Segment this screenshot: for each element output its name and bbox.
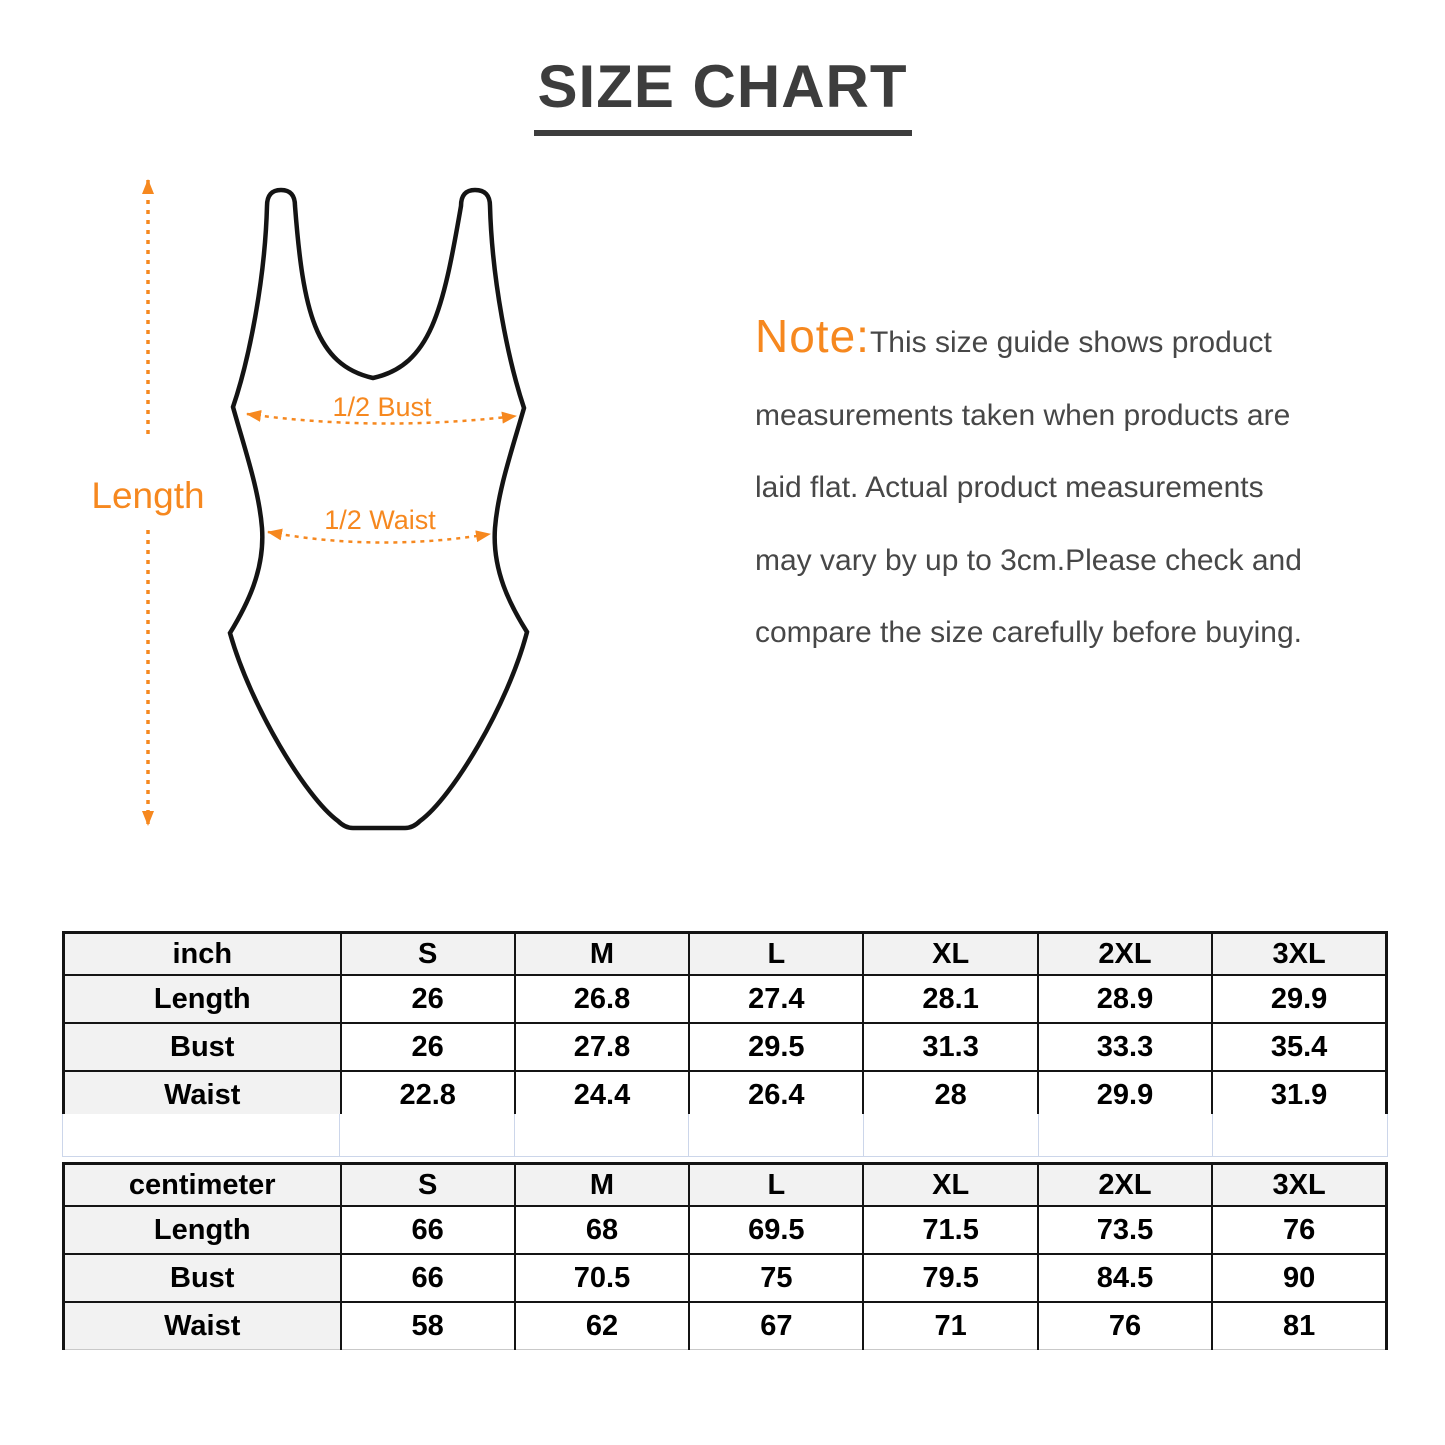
value-cell: 35.4 [1212, 1023, 1386, 1071]
half-waist-label: 1/2 Waist [324, 505, 436, 535]
empty-cell [63, 1114, 340, 1157]
length-label: Length [91, 475, 205, 516]
table-row [64, 1071, 1387, 1120]
row-label-cell: Bust [64, 1023, 341, 1071]
table-row [64, 1302, 1387, 1350]
half-bust-label: 1/2 Bust [332, 392, 432, 422]
value-cell: 28 [863, 1071, 1037, 1120]
size-header-cell: L [689, 1164, 863, 1207]
size-header-cell: 3XL [1212, 1164, 1386, 1207]
empty-cell [1213, 1114, 1388, 1157]
table-row [64, 1023, 1387, 1071]
value-cell: 31.3 [863, 1023, 1037, 1071]
value-cell: 84.5 [1038, 1254, 1212, 1302]
table-row [64, 975, 1387, 1023]
page-title: SIZE CHART [534, 52, 912, 136]
empty-cell [1038, 1114, 1213, 1157]
value-cell: 68 [515, 1206, 689, 1254]
value-cell: 29.5 [689, 1023, 863, 1071]
size-header-cell: XL [863, 933, 1037, 976]
value-cell: 58 [341, 1302, 515, 1350]
note-line: compare the size carefully before buying. [755, 616, 1302, 649]
value-cell: 26 [341, 1023, 515, 1071]
spreadsheet-gridline-row [62, 1114, 1388, 1157]
row-label-cell: Length [64, 1206, 341, 1254]
table-row [64, 1254, 1387, 1302]
size-header-cell: XL [863, 1164, 1037, 1207]
value-cell: 90 [1212, 1254, 1386, 1302]
size-header-cell: L [689, 933, 863, 976]
value-cell: 29.9 [1038, 1071, 1212, 1120]
size-table-centimeter [62, 1162, 1388, 1350]
row-label-cell: Length [64, 975, 341, 1023]
value-cell: 27.8 [515, 1023, 689, 1071]
size-header-cell: S [341, 933, 515, 976]
value-cell: 81 [1212, 1302, 1386, 1350]
size-header-cell: 2XL [1038, 1164, 1212, 1207]
value-cell: 67 [689, 1302, 863, 1350]
value-cell: 70.5 [515, 1254, 689, 1302]
value-cell: 73.5 [1038, 1206, 1212, 1254]
note-line: measurements taken when products are [755, 398, 1291, 432]
value-cell: 66 [341, 1206, 515, 1254]
page-header [0, 52, 1445, 136]
value-cell: 26.4 [689, 1071, 863, 1120]
swimsuit-measurement-diagram [60, 160, 620, 880]
value-cell: 22.8 [341, 1071, 515, 1120]
empty-cell [514, 1114, 689, 1157]
value-cell: 76 [1212, 1206, 1386, 1254]
note-line [755, 300, 1403, 380]
size-header-cell: M [515, 1164, 689, 1207]
row-label-cell: Waist [64, 1302, 341, 1350]
value-cell: 26 [341, 975, 515, 1023]
value-cell: 27.4 [689, 975, 863, 1023]
value-cell: 26.8 [515, 975, 689, 1023]
value-cell: 76 [1038, 1302, 1212, 1350]
size-header-cell: 2XL [1038, 933, 1212, 976]
table-header-row [64, 933, 1387, 976]
row-label-cell: Bust [64, 1254, 341, 1302]
value-cell: 28.1 [863, 975, 1037, 1023]
value-cell: 62 [515, 1302, 689, 1350]
size-header-cell: 3XL [1212, 933, 1386, 976]
table-header-row [64, 1164, 1387, 1207]
value-cell: 71.5 [863, 1206, 1037, 1254]
note-block [755, 300, 1403, 670]
empty-cell [689, 1114, 864, 1157]
note-text: This size guide shows product [869, 326, 1272, 359]
unit-header-cell: centimeter [64, 1164, 341, 1207]
value-cell: 71 [863, 1302, 1037, 1350]
value-cell: 79.5 [863, 1254, 1037, 1302]
value-cell: 29.9 [1212, 975, 1386, 1023]
empty-cell [340, 1114, 515, 1157]
note-line: laid flat. Actual product measurements [755, 471, 1264, 504]
value-cell: 24.4 [515, 1071, 689, 1120]
note-label: Note: [755, 310, 870, 362]
size-header-cell: M [515, 933, 689, 976]
value-cell: 33.3 [1038, 1023, 1212, 1071]
value-cell: 66 [341, 1254, 515, 1302]
value-cell: 75 [689, 1254, 863, 1302]
empty-cell [863, 1114, 1038, 1157]
unit-header-cell: inch [64, 933, 341, 976]
value-cell: 69.5 [689, 1206, 863, 1254]
size-table-inch [62, 931, 1388, 1121]
row-label-cell: Waist [64, 1071, 341, 1120]
value-cell: 28.9 [1038, 975, 1212, 1023]
note-line: may vary by up to 3cm.Please check and [755, 543, 1302, 577]
size-header-cell: S [341, 1164, 515, 1207]
value-cell: 31.9 [1212, 1071, 1386, 1120]
table-row [64, 1206, 1387, 1254]
